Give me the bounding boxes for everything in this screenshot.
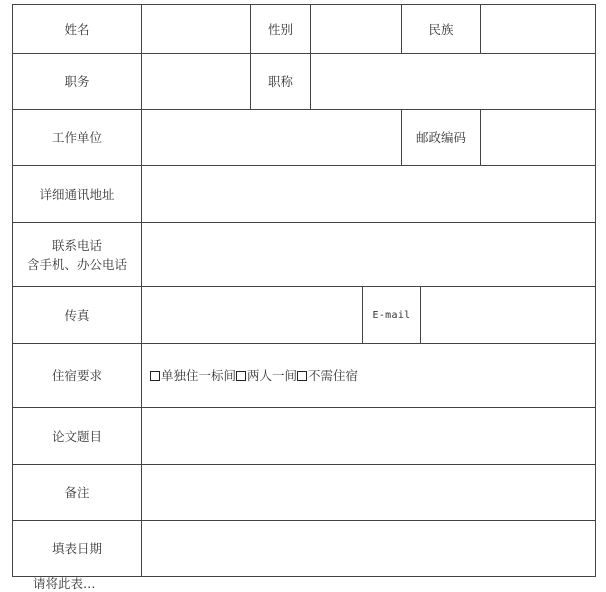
postcode-label: 邮政编码 xyxy=(415,130,466,145)
position-label: 职务 xyxy=(64,74,90,89)
accommodation-option-shared[interactable] xyxy=(236,366,297,385)
postcode-field[interactable] xyxy=(481,110,595,165)
col-line xyxy=(595,4,596,577)
accommodation-option-single[interactable] xyxy=(150,366,236,385)
name-field[interactable] xyxy=(142,5,250,53)
address-field[interactable] xyxy=(142,166,595,222)
title-label: 职称 xyxy=(267,74,293,89)
option-label: 单独住一标间 xyxy=(161,368,237,383)
phone-field[interactable] xyxy=(142,223,595,286)
checkbox-icon[interactable] xyxy=(297,371,307,381)
title-field[interactable] xyxy=(311,54,595,109)
remarks-label: 备注 xyxy=(64,485,90,500)
option-label: 两人一间 xyxy=(247,368,298,383)
paper-title-label: 论文题目 xyxy=(51,428,102,444)
address-label: 详细通讯地址 xyxy=(39,186,115,202)
phone-label xyxy=(13,223,141,286)
ethnicity-field[interactable] xyxy=(481,5,595,53)
workplace-label: 工作单位 xyxy=(51,130,102,145)
date-field[interactable] xyxy=(142,521,595,576)
paper-title-field[interactable] xyxy=(142,408,595,464)
fax-field[interactable] xyxy=(142,287,362,343)
ethnicity-label: 民族 xyxy=(428,21,454,37)
footer-note: 请将此表… xyxy=(33,576,96,591)
fax-label: 传真 xyxy=(64,307,90,323)
gender-field[interactable] xyxy=(311,5,401,53)
checkbox-icon[interactable] xyxy=(150,371,160,381)
date-label: 填表日期 xyxy=(51,541,102,556)
accommodation-label: 住宿要求 xyxy=(51,368,102,383)
name-label: 姓名 xyxy=(64,21,90,37)
position-field[interactable] xyxy=(142,54,250,109)
option-label: 不需住宿 xyxy=(308,368,359,383)
checkbox-icon[interactable] xyxy=(236,371,246,381)
phone-label-line1: 联系电话 xyxy=(51,237,102,253)
accommodation-options xyxy=(142,344,595,407)
row-line xyxy=(12,576,596,577)
phone-label-line2: 含手机、办公电话 xyxy=(26,256,127,272)
gender-label: 性别 xyxy=(267,21,293,37)
email-label: E-mail xyxy=(372,309,411,321)
workplace-field[interactable] xyxy=(142,110,401,165)
remarks-field[interactable] xyxy=(142,465,595,520)
email-field[interactable] xyxy=(421,287,595,343)
accommodation-option-none[interactable] xyxy=(297,366,358,385)
